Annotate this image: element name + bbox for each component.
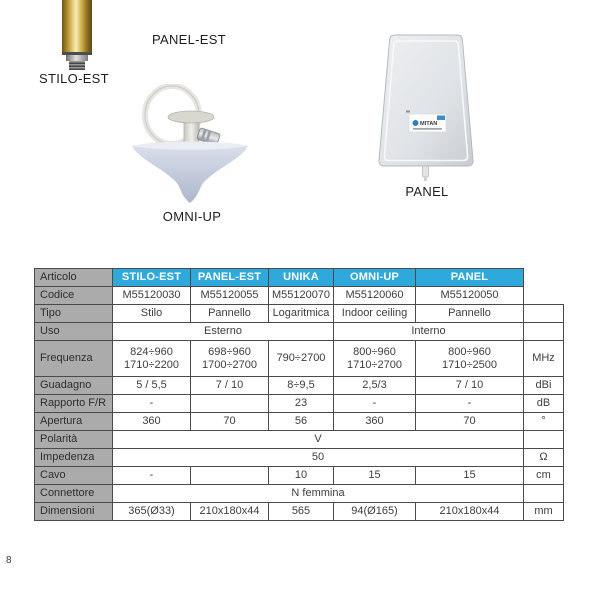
row-rapporto-fr xyxy=(35,395,564,413)
row-label-apertura: Apertura xyxy=(35,413,113,431)
panel-connector xyxy=(423,166,429,177)
spacer-cell xyxy=(524,269,564,287)
omni-up-image xyxy=(128,84,252,208)
panel-sticker-smalltext xyxy=(413,128,442,130)
mitan-logo-icon xyxy=(413,120,419,126)
cell-rapporto-unit: dB xyxy=(524,395,564,413)
panel-sticker-badge xyxy=(437,116,445,121)
row-apertura xyxy=(35,413,564,431)
cell-dimensioni-stilo: 365(Ø33) xyxy=(113,503,191,521)
cell-apertura-stilo: 360 xyxy=(113,413,191,431)
row-label-dimensioni: Dimensioni xyxy=(35,503,113,521)
panel-sticker-mark xyxy=(406,111,410,113)
freq-line: 1710÷2200 xyxy=(124,358,179,371)
row-frequenza xyxy=(35,341,564,377)
col-header-panel: PANEL xyxy=(416,269,524,287)
row-label-guadagno: Guadagno xyxy=(35,377,113,395)
omni-up-caption: OMNI-UP xyxy=(162,209,222,224)
cell-cavo-panel: 15 xyxy=(416,467,524,485)
cell-cavo-unika: 10 xyxy=(269,467,334,485)
row-label-connettore: Connettore xyxy=(35,485,113,503)
cell-tipo-panelest: Pannello xyxy=(191,305,269,323)
row-label-articolo: Articolo xyxy=(35,269,113,287)
mitan-logo-text: MITAN xyxy=(420,121,438,127)
page-number: 8 xyxy=(6,555,12,566)
freq-line: 824÷960 xyxy=(130,345,173,358)
row-label-impedenza: Impedenza xyxy=(35,449,113,467)
cell-dimensioni-unit: mm xyxy=(524,503,564,521)
omni-stem xyxy=(184,120,199,144)
cell-guadagno-unit: dBi xyxy=(524,377,564,395)
cell-rapporto-omni: - xyxy=(334,395,416,413)
cell-connettore-value: N femmina xyxy=(113,485,524,503)
spacer-cell xyxy=(524,287,564,305)
cell-uso-interno: Interno xyxy=(334,323,524,341)
stilo-est-image xyxy=(62,0,92,52)
row-guadagno xyxy=(35,377,564,395)
cell-freq-panelest xyxy=(191,341,269,377)
row-label-uso: Uso xyxy=(35,323,113,341)
freq-line: 800÷960 xyxy=(448,345,491,358)
cell-apertura-panelest: 70 xyxy=(191,413,269,431)
freq-line: 698÷960 xyxy=(208,345,251,358)
cell-guadagno-stilo: 5 / 5,5 xyxy=(113,377,191,395)
col-header-unika: UNIKA xyxy=(269,269,334,287)
cell-codice-stilo: M55120030 xyxy=(113,287,191,305)
col-header-stilo-est: STILO-EST xyxy=(113,269,191,287)
row-label-codice: Codice xyxy=(35,287,113,305)
cell-uso-esterno: Esterno xyxy=(113,323,334,341)
freq-line: 790÷2700 xyxy=(276,352,326,365)
cell-freq-panel xyxy=(416,341,524,377)
panel-caption: PANEL xyxy=(405,184,449,199)
cell-codice-panelest: M55120055 xyxy=(191,287,269,305)
cell-cavo-panelest xyxy=(191,467,269,485)
cell-tipo-panel: Pannello xyxy=(416,305,524,323)
cell-apertura-panel: 70 xyxy=(416,413,524,431)
col-header-panel-est: PANEL-EST xyxy=(191,269,269,287)
cell-dimensioni-omni: 94(Ø165) xyxy=(334,503,416,521)
cell-tipo-omni: Indoor ceiling xyxy=(334,305,416,323)
cell-apertura-omni: 360 xyxy=(334,413,416,431)
freq-line: 1710÷2700 xyxy=(347,358,402,371)
row-tipo xyxy=(35,305,564,323)
cell-freq-stilo xyxy=(113,341,191,377)
cell-rapporto-panelest xyxy=(191,395,269,413)
spec-table xyxy=(34,268,564,521)
cell-cavo-unit: cm xyxy=(524,467,564,485)
row-connettore xyxy=(35,485,564,503)
cell-cavo-omni: 15 xyxy=(334,467,416,485)
row-label-rapporto-fr: Rapporto F/R xyxy=(35,395,113,413)
row-dimensioni xyxy=(35,503,564,521)
cell-dimensioni-unika: 565 xyxy=(269,503,334,521)
stilo-est-image-connector xyxy=(69,61,85,70)
col-header-omni-up: OMNI-UP xyxy=(334,269,416,287)
cell-rapporto-stilo: - xyxy=(113,395,191,413)
cell-uso-unit xyxy=(524,323,564,341)
freq-line: 1710÷2500 xyxy=(442,358,497,371)
row-label-cavo: Cavo xyxy=(35,467,113,485)
panel-image xyxy=(370,32,482,182)
cell-dimensioni-panel: 210x180x44 xyxy=(416,503,524,521)
row-codice xyxy=(35,287,564,305)
omni-body xyxy=(132,142,248,204)
cell-freq-unika xyxy=(269,341,334,377)
freq-line: 800÷960 xyxy=(353,345,396,358)
row-label-tipo: Tipo xyxy=(35,305,113,323)
cell-codice-unika: M55120070 xyxy=(269,287,334,305)
freq-line: 1700÷2700 xyxy=(202,358,257,371)
cell-dimensioni-panelest: 210x180x44 xyxy=(191,503,269,521)
cell-tipo-stilo: Stilo xyxy=(113,305,191,323)
row-articolo xyxy=(35,269,564,287)
cell-polarita-unit xyxy=(524,431,564,449)
cell-impedenza-unit: Ω xyxy=(524,449,564,467)
cell-rapporto-unika: 23 xyxy=(269,395,334,413)
cell-connettore-unit xyxy=(524,485,564,503)
cell-freq-unit: MHz xyxy=(524,341,564,377)
cell-codice-omni: M55120060 xyxy=(334,287,416,305)
cell-tipo-unika: Logaritmica xyxy=(269,305,334,323)
panel-connector-tip xyxy=(424,177,427,181)
cell-guadagno-panelest: 7 / 10 xyxy=(191,377,269,395)
cell-guadagno-unika: 8÷9,5 xyxy=(269,377,334,395)
row-impedenza xyxy=(35,449,564,467)
cell-codice-panel: M55120050 xyxy=(416,287,524,305)
stilo-est-caption: STILO-EST xyxy=(39,71,109,86)
cell-rapporto-panel: - xyxy=(416,395,524,413)
cell-guadagno-panel: 7 / 10 xyxy=(416,377,524,395)
cell-guadagno-omni: 2,5/3 xyxy=(334,377,416,395)
spec-table-container xyxy=(34,268,564,521)
panel-est-caption: PANEL-EST xyxy=(152,32,226,47)
omni-mount-disc xyxy=(168,111,214,123)
cell-tipo-unit xyxy=(524,305,564,323)
cell-apertura-unit: ° xyxy=(524,413,564,431)
cell-polarita-value: V xyxy=(113,431,524,449)
row-polarita xyxy=(35,431,564,449)
cell-cavo-stilo: - xyxy=(113,467,191,485)
row-label-frequenza: Frequenza xyxy=(35,341,113,377)
cell-freq-omni xyxy=(334,341,416,377)
row-label-polarita: Polarità xyxy=(35,431,113,449)
row-cavo xyxy=(35,467,564,485)
cell-apertura-unika: 56 xyxy=(269,413,334,431)
cell-impedenza-value: 50 xyxy=(113,449,524,467)
row-uso xyxy=(35,323,564,341)
